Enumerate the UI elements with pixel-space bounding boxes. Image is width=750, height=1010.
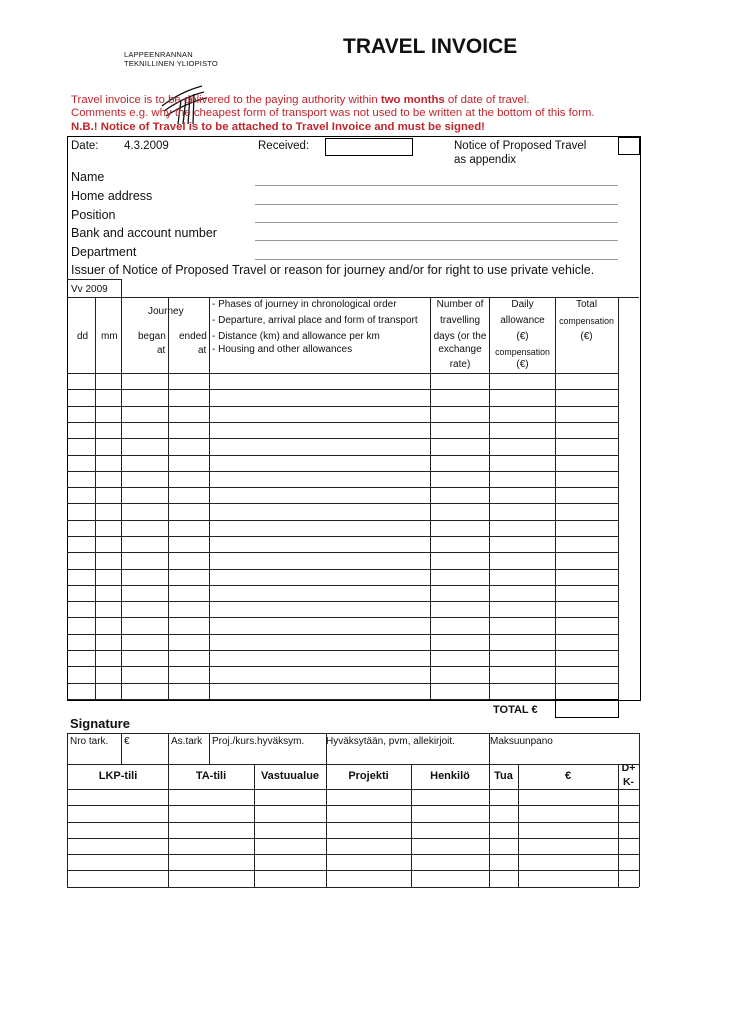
daily-line-3: (€) [516, 331, 529, 342]
total-label: TOTAL € [493, 704, 538, 716]
table-row-line [67, 455, 618, 456]
position-label: Position [71, 208, 116, 222]
hyvaksytaan-label: Hyväksytään, pvm, allekirjoit. [326, 736, 455, 747]
acct-row-line [67, 805, 639, 806]
daily-line-2: allowance [500, 315, 545, 326]
total-comp-line-3: (€) [580, 331, 593, 342]
days-line-5: rate) [449, 359, 471, 370]
notice-label-1: Notice of Proposed Travel [454, 140, 587, 152]
euro-label: € [124, 736, 130, 747]
table-row-line [67, 520, 618, 521]
received-label: Received: [258, 140, 310, 152]
phases-line-3: - Distance (km) and allowance per km [212, 331, 380, 342]
sig-col-line [67, 733, 68, 764]
sig-mid-line [67, 764, 639, 765]
began-header: began [138, 331, 166, 342]
intro-line-3: N.B.! Notice of Travel is to be attached to Travel Invoice and must be signed! [71, 121, 485, 133]
year-box-right [121, 279, 122, 297]
table-row-line [67, 438, 618, 439]
home-address-label: Home address [71, 189, 153, 203]
days-line-2: travelling [439, 315, 481, 326]
table-row-line [67, 389, 618, 390]
intro-line-1: Travel invoice is to be delivered to the paying authority within two months of date of travel. [71, 94, 530, 106]
as-tark-label: As.tark [171, 736, 203, 747]
total-comp-line-1: Total [575, 299, 598, 310]
phases-line-4: - Housing and other allowances [212, 344, 353, 355]
table-col-line [618, 297, 619, 699]
issuer-label: Issuer of Notice of Proposed Travel or reason for journey and/or for right to use private vehicle. [71, 263, 595, 277]
proj-label: Proj./kurs.hyväksym. [212, 736, 305, 747]
department-line[interactable] [255, 259, 618, 260]
daily-line-5: (€) [516, 359, 529, 370]
sig-col-line [209, 733, 210, 764]
table-header-bottom [67, 373, 618, 374]
dd-header: dd [77, 331, 89, 342]
ended-header: ended [179, 331, 207, 342]
table-row-line [67, 536, 618, 537]
table-row-line [67, 683, 618, 684]
acct-row-line [67, 870, 639, 871]
table-top-line [67, 297, 639, 298]
home-address-line[interactable] [255, 204, 618, 205]
table-col-line [430, 297, 431, 699]
table-row-line [67, 585, 618, 586]
table-row-line [67, 699, 618, 700]
table-row-line [67, 601, 618, 602]
page-title: TRAVEL INVOICE [343, 35, 518, 58]
year-label: Vv 2009 [71, 284, 108, 295]
began-header-2: at [157, 345, 166, 356]
days-line-1: Number of [436, 299, 484, 310]
acct-row-line [67, 838, 639, 839]
daily-line-4: compensation [495, 347, 550, 357]
table-row-line [67, 487, 618, 488]
acct-row-line [67, 822, 639, 823]
ta-tili-header: TA-tili [195, 770, 227, 782]
year-box-top [67, 279, 122, 280]
date-value: 4.3.2009 [124, 140, 169, 152]
acct-col-line [67, 764, 68, 887]
bank-label: Bank and account number [71, 226, 217, 240]
acct-col-line [168, 764, 169, 887]
table-row-line [67, 503, 618, 504]
position-line[interactable] [255, 222, 618, 223]
days-line-4: exchange [438, 344, 482, 355]
total-comp-line-2: compensation [559, 316, 614, 326]
table-row-line [67, 422, 618, 423]
acct-col-line [489, 764, 490, 887]
tua-header: Tua [494, 770, 513, 782]
dk-header-2: K- [622, 776, 635, 788]
bank-line[interactable] [255, 240, 618, 241]
acct-col-line [639, 764, 640, 887]
acct-row-line [67, 854, 639, 855]
table-row-line [67, 569, 618, 570]
table-row-line [67, 552, 618, 553]
logo-text: LAPPEENRANNAN TEKNILLINEN YLIOPISTO [124, 50, 218, 68]
date-label: Date: [71, 140, 99, 152]
total-field[interactable] [555, 699, 619, 718]
table-row-line [67, 617, 618, 618]
table-row-line [67, 650, 618, 651]
table-col-line [209, 297, 210, 699]
department-label: Department [71, 245, 137, 259]
euro-header: € [564, 770, 572, 782]
sig-col-line [121, 733, 122, 764]
table-row-line [67, 406, 618, 407]
acct-col-line [254, 764, 255, 887]
table-col-line [95, 297, 96, 699]
days-line-3: days (or the [433, 331, 487, 342]
signature-title: Signature [70, 716, 130, 731]
table-col-line [121, 297, 122, 699]
phases-line-1: - Phases of journey in chronological order [212, 299, 397, 310]
phases-line-2: - Departure, arrival place and form of transport [212, 315, 418, 326]
acct-col-line [411, 764, 412, 887]
table-col-line [168, 297, 169, 699]
sig-col-line [168, 733, 169, 764]
acct-header-bottom [67, 789, 639, 790]
table-col-line [489, 297, 490, 699]
daily-line-1: Daily [511, 299, 534, 310]
nro-tark-label: Nro tark. [70, 736, 109, 747]
acct-col-line [326, 764, 327, 887]
intro-line-2: Comments e.g. why the cheapest form of transport was not used to be written at the bottom of this form. [71, 107, 595, 119]
table-row-line [67, 666, 618, 667]
table-row-line [67, 471, 618, 472]
henkilo-header: Henkilö [430, 770, 470, 782]
sig-col-line [639, 733, 640, 764]
vastuualue-header: Vastuualue [260, 770, 320, 782]
table-row-line [67, 634, 618, 635]
ended-header-2: at [198, 345, 207, 356]
name-line[interactable] [255, 185, 618, 186]
acct-col-line [518, 764, 519, 887]
maksuunpano-label: Maksuunpano [490, 736, 553, 747]
table-col-line [555, 297, 556, 699]
dk-header-1: D+ [621, 762, 636, 774]
mm-header: mm [101, 331, 118, 342]
notice-checkbox[interactable] [618, 137, 640, 155]
journey-header: Journey [148, 306, 184, 317]
sig-top-line [67, 733, 639, 734]
name-label: Name [71, 170, 105, 184]
lkp-tili-header: LKP-tili [98, 770, 138, 782]
notice-label-2: as appendix [454, 154, 517, 166]
acct-row-line [67, 887, 639, 888]
received-field[interactable] [325, 138, 413, 156]
projekti-header: Projekti [348, 770, 389, 782]
